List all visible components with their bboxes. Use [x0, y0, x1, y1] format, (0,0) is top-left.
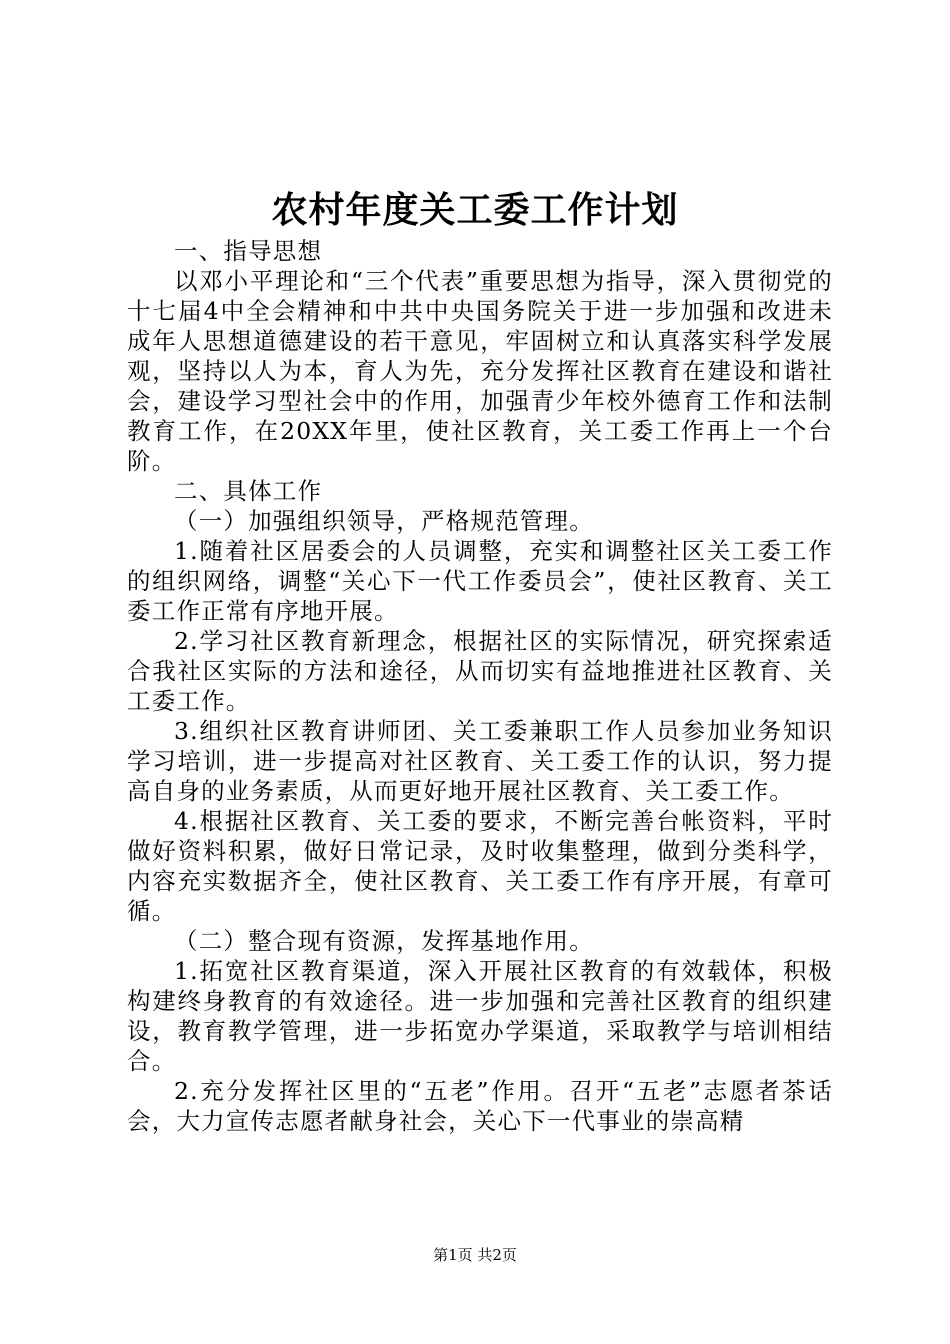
body-paragraph: 以邓小平理论和“三个代表”重要思想为指导，深入贯彻党的十七届4中全会精神和中共中央国务院关于进一步加强和改进未成年人思想道德建设的若干意见，牢固树立和认真落实科学发展观，坚持以人为本，育人为先，充分发挥社区教育在建设和谐社会，建设学习型社会中的作用，加强青少年校外德育工作和法制教育工作，在20XX年里，使社区教育，关工委工作再上一个台阶。	[127, 267, 833, 475]
body-paragraph: 2.学习社区教育新理念，根据社区的实际情况，研究探索适合我社区实际的方法和途径，从而切实有益地推进社区教育、关工委工作。	[127, 627, 833, 715]
body-paragraph: 1.拓宽社区教育渠道，深入开展社区教育的有效载体，积极构建终身教育的有效途径。进一步加强和完善社区教育的组织建设，教育教学管理，进一步拓宽办学渠道，采取教学与培训相结合。	[127, 957, 833, 1075]
body-paragraph: 2.充分发挥社区里的“五老”作用。召开“五老”志愿者茶话会，大力宣传志愿者献身社会，关心下一代事业的崇高精	[127, 1077, 833, 1135]
section-heading: 二、具体工作	[174, 477, 323, 505]
body-paragraph: 4.根据社区教育、关工委的要求，不断完善台帐资料，平时做好资料积累，做好日常记录，及时收集整理，做到分类科学，内容充实数据齐全，使社区教育、关工委工作有序开展，有章可循。	[127, 807, 833, 925]
document-body	[127, 236, 833, 1136]
document-title: 农村年度关工委工作计划	[271, 189, 679, 231]
page-footer: 第1页 共2页	[433, 1246, 517, 1264]
subsection-heading: （一）加强组织领导，严格规范管理。	[174, 507, 594, 535]
section-heading: 一、指导思想	[174, 237, 323, 265]
body-paragraph: 1.随着社区居委会的人员调整，充实和调整社区关工委工作的组织网络，调整“关心下一代工作委员会”，使社区教育、关工委工作正常有序地开展。	[127, 537, 833, 625]
subsection-heading: （二）整合现有资源，发挥基地作用。	[174, 927, 594, 955]
body-paragraph: 3.组织社区教育讲师团、关工委兼职工作人员参加业务知识学习培训，进一步提高对社区教育、关工委工作的认识，努力提高自身的业务素质，从而更好地开展社区教育、关工委工作。	[127, 717, 833, 805]
